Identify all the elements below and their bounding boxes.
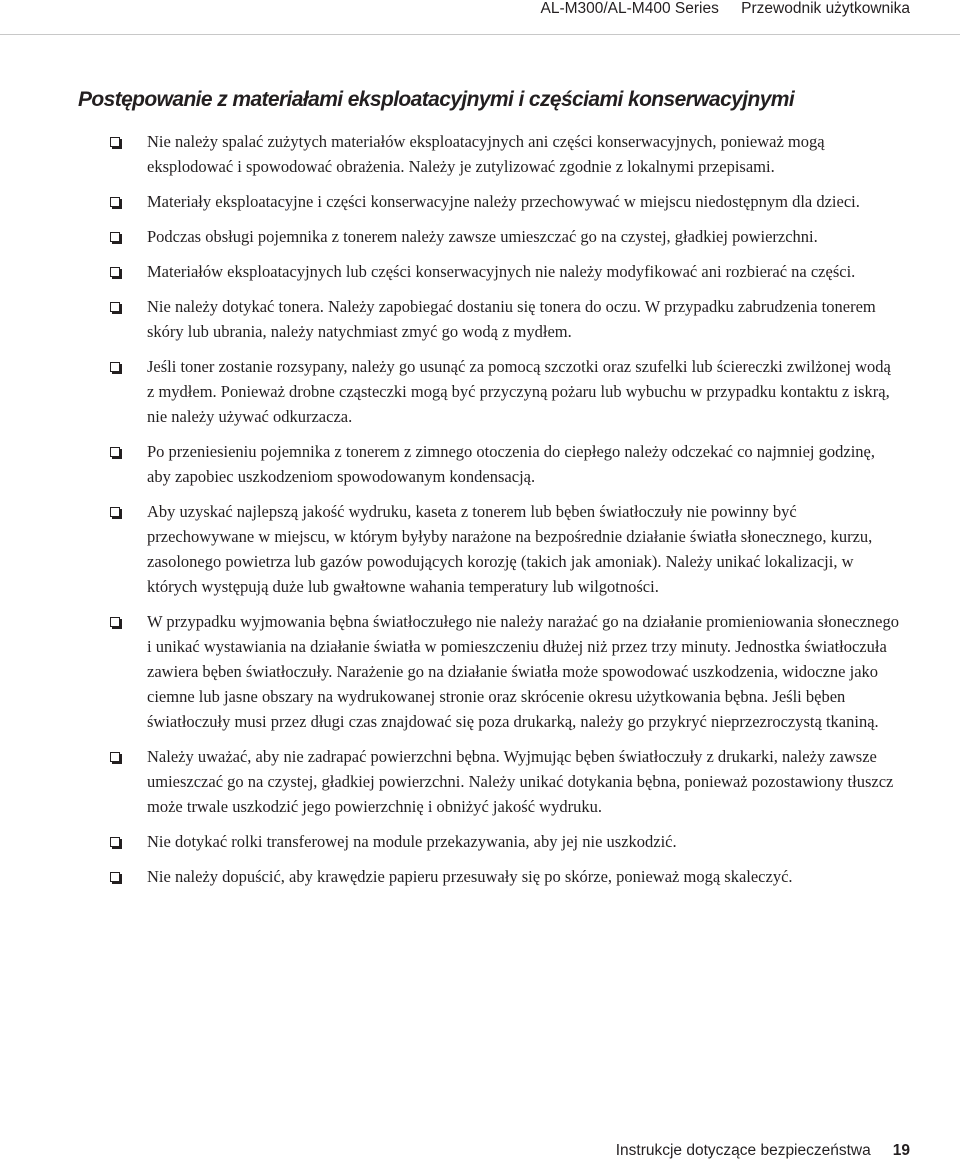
- header-guide-name: Przewodnik użytkownika: [741, 0, 910, 17]
- checkbox-bullet-icon: [110, 507, 120, 517]
- checkbox-bullet-icon: [110, 837, 120, 847]
- checkbox-bullet-icon: [110, 752, 120, 762]
- bullet-text: Nie dotykać rolki transferowej na module przekazywania, aby jej nie uszkodzić.: [147, 832, 677, 851]
- bullet-text: Po przeniesieniu pojemnika z tonerem z zimnego otoczenia do ciepłego należy odczekać co najmniej godzinę, aby zapobiec uszkodzeniom spowodowanym kondensacją.: [147, 442, 875, 486]
- checkbox-bullet-icon: [110, 267, 120, 277]
- bullet-text: Nie należy dotykać tonera. Należy zapobiegać dostaniu się tonera do oczu. W przypadku zabrudzenia tonerem skóry lub ubrania, należy natychmiast zmyć go wodą z mydłem.: [147, 297, 876, 341]
- list-item: [110, 609, 900, 734]
- list-item: [110, 294, 900, 344]
- bullet-list: [110, 129, 900, 899]
- list-item: [110, 439, 900, 489]
- bullet-text: Podczas obsługi pojemnika z tonerem należy zawsze umieszczać go na czystej, gładkiej powierzchni.: [147, 227, 818, 246]
- bullet-text: Aby uzyskać najlepszą jakość wydruku, kaseta z tonerem lub bęben światłoczuły nie powinny być przechowywane w miejscu, w którym byłyby narażone na bezpośrednie działanie światła słonecznego, kurzu, zasolonego powietrza lub gazów powodujących korozję (takich jak amoniak). Należy unikać lokalizacji, w których występują duże lub gwałtowne wahania temperatury lub wilgotności.: [147, 502, 873, 596]
- checkbox-bullet-icon: [110, 232, 120, 242]
- list-item: [110, 129, 900, 179]
- list-item: [110, 864, 900, 889]
- checkbox-bullet-icon: [110, 302, 120, 312]
- checkbox-bullet-icon: [110, 137, 120, 147]
- running-header: [540, 0, 910, 20]
- footer-section-name: Instrukcje dotyczące bezpieczeństwa: [615, 1142, 871, 1159]
- page-number: 19: [892, 1142, 910, 1159]
- list-item: [110, 259, 900, 284]
- bullet-text: Materiały eksploatacyjne i części konserwacyjne należy przechowywać w miejscu niedostępnym dla dzieci.: [147, 192, 860, 211]
- list-item: [110, 189, 900, 214]
- bullet-text: Należy uważać, aby nie zadrapać powierzchni bębna. Wyjmując bęben światłoczuły z drukarki, należy zawsze umieszczać go na czystej, gładkiej powierzchni. Należy unikać dotykania bębna, ponieważ pozostawiony tłuszcz może trwale uszkodzić jego powierzchnię i obniżyć jakość wydruku.: [147, 747, 894, 816]
- bullet-text: Jeśli toner zostanie rozsypany, należy go usunąć za pomocą szczotki oraz szufelki lub ściereczki zwilżonej wodą z mydłem. Ponieważ drobne cząsteczki mogą być przyczyną pożaru lub wybuchu w przypadku kontaktu z iskrą, nie należy używać odkurzacza.: [147, 357, 891, 426]
- header-series-name: AL-M300/AL-M400 Series: [540, 0, 719, 17]
- list-item: [110, 829, 900, 854]
- list-item: [110, 224, 900, 249]
- checkbox-bullet-icon: [110, 447, 120, 457]
- checkbox-bullet-icon: [110, 197, 120, 207]
- bullet-text: Nie należy spalać zużytych materiałów eksploatacyjnych ani części konserwacyjnych, ponieważ mogą eksplodować i spowodować obrażenia. Należy je zutylizować zgodnie z lokalnymi przepisami.: [147, 132, 825, 176]
- section-title: Postępowanie z materiałami eksploatacyjnymi i częściami konserwacyjnymi: [78, 88, 795, 111]
- checkbox-bullet-icon: [110, 362, 120, 372]
- bullet-text: W przypadku wyjmowania bębna światłoczułego nie należy narażać go na działanie promieniowania słonecznego i unikać wystawiania na działanie światła w pomieszczeniu dłużej niż przez trzy minuty. Jednostka światłoczuła zawiera bęben światłoczuły. Narażenie go na działanie światła może spowodować uszkodzenia, widoczne jako ciemne lub jasne obszary na wydrukowanej stronie oraz skrócenie okresu użytkowania bębna. Jeśli bęben światłoczuły musi przez długi czas znajdować się poza drukarką, należy go przykryć nieprzezroczystą tkaniną.: [147, 612, 899, 731]
- list-item: [110, 354, 900, 429]
- list-item: [110, 499, 900, 599]
- running-footer: [616, 1142, 910, 1160]
- list-item: [110, 744, 900, 819]
- checkbox-bullet-icon: [110, 872, 120, 882]
- header-divider: [0, 34, 960, 35]
- bullet-text: Materiałów eksploatacyjnych lub części konserwacyjnych nie należy modyfikować ani rozbierać na części.: [147, 262, 856, 281]
- bullet-text: Nie należy dopuścić, aby krawędzie papieru przesuwały się po skórze, ponieważ mogą skaleczyć.: [147, 867, 793, 886]
- checkbox-bullet-icon: [110, 617, 120, 627]
